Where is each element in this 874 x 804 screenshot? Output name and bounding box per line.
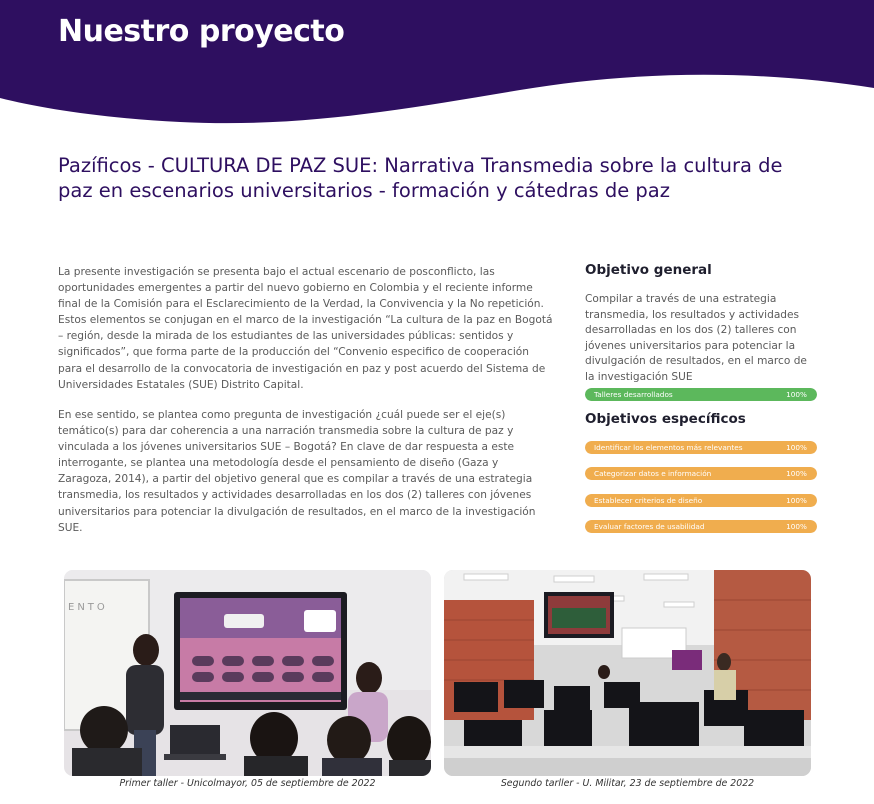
project-title: Pazíficos - CULTURA DE PAZ SUE: Narrativa Transmedia sobre la cultura de paz en escenarios universitarios - formación y cátedras de paz [58,154,783,202]
progress-bar-percent: 100% [786,390,807,399]
whiteboard-text: ENTO [68,602,108,613]
page-header [0,0,874,130]
progress-bar-label: Categorizar datos e información [594,469,712,478]
specific-objectives-heading: Objetivos específicos [585,411,746,427]
progress-bar-categorizar [585,467,817,480]
workshop-photo-1 [64,570,431,776]
progress-bar-label: Evaluar factores de usabilidad [594,522,705,531]
progress-bar-percent: 100% [786,522,807,531]
general-objective-section [585,262,817,278]
research-question-paragraph: En ese sentido, se plantea como pregunta de investigación ¿cuál puede ser el eje(s) temático(s) para dar coherencia a una narración transmedia sobre la cultura de paz y vinculada a los jóvenes universitarios SUE – Bogotá? En clave de dar respuesta a este interrogante, se plantea una metodología desde el pensamiento de diseño (Gaza y Zaragoza, 2014), a partir del objetivo general que es compilar a través de una estrategia transmedia, los resultados y actividades desarrolladas en los dos (2) talleres con jóvenes universitarios para potenciar la divulgación de resultados, en el marco de la investigación SUE. [58,409,536,534]
progress-bar-label: Establecer criterios de diseño [594,496,703,505]
progress-bar-percent: 100% [786,443,807,452]
progress-bar-talleres [585,388,817,401]
progress-bar-establecer [585,494,817,507]
general-objective-text: Compilar a través de una estrategia transmedia, los resultados y actividades desarrolladas en los dos (2) talleres con jóvenes universitarios para potenciar la divulgación de resultados, en el marco de la investigación SUE [585,293,807,383]
progress-bar-percent: 100% [786,496,807,505]
specific-objectives-section [585,411,817,427]
progress-bar-identificar [585,441,817,454]
photo-1-caption: Primer taller - Unicolmayor, 05 de septiembre de 2022 [119,778,376,789]
intro-paragraph: La presente investigación se presenta bajo el actual escenario de posconflicto, las oportunidades emergentes a partir del nuevo gobierno en Colombia y el reciente informe final de la Comisión para el Esclarecimiento de la Verdad, la Convivencia y la No repetición. Estos elementos se conjugan en el marco de la investigación “La cultura de la paz en Bogotá – región, desde la mirada de los estudiantes de las universidades públicas: sentidos y significados”, que forma parte de la producción del “Convenio especifico de cooperación para el desarrollo de la convocatoria de investigación en paz y post acuerdo del Sistema de Universidades Estatales (SUE) Distrito Capital. [58,266,553,391]
workshop-photo-2-image [444,570,811,776]
progress-bar-label: Talleres desarrollados [594,390,673,399]
page-title: Nuestro proyecto [58,14,345,49]
progress-bar-percent: 100% [786,469,807,478]
progress-bar-evaluar [585,520,817,533]
photo-2-caption: Segundo tarller - U. Militar, 23 de septiembre de 2022 [500,778,755,789]
workshop-photo-1-image [64,570,431,776]
general-objective-heading: Objetivo general [585,262,712,278]
progress-bar-label: Identificar los elementos más relevantes [594,443,743,452]
workshop-photo-2 [444,570,811,776]
